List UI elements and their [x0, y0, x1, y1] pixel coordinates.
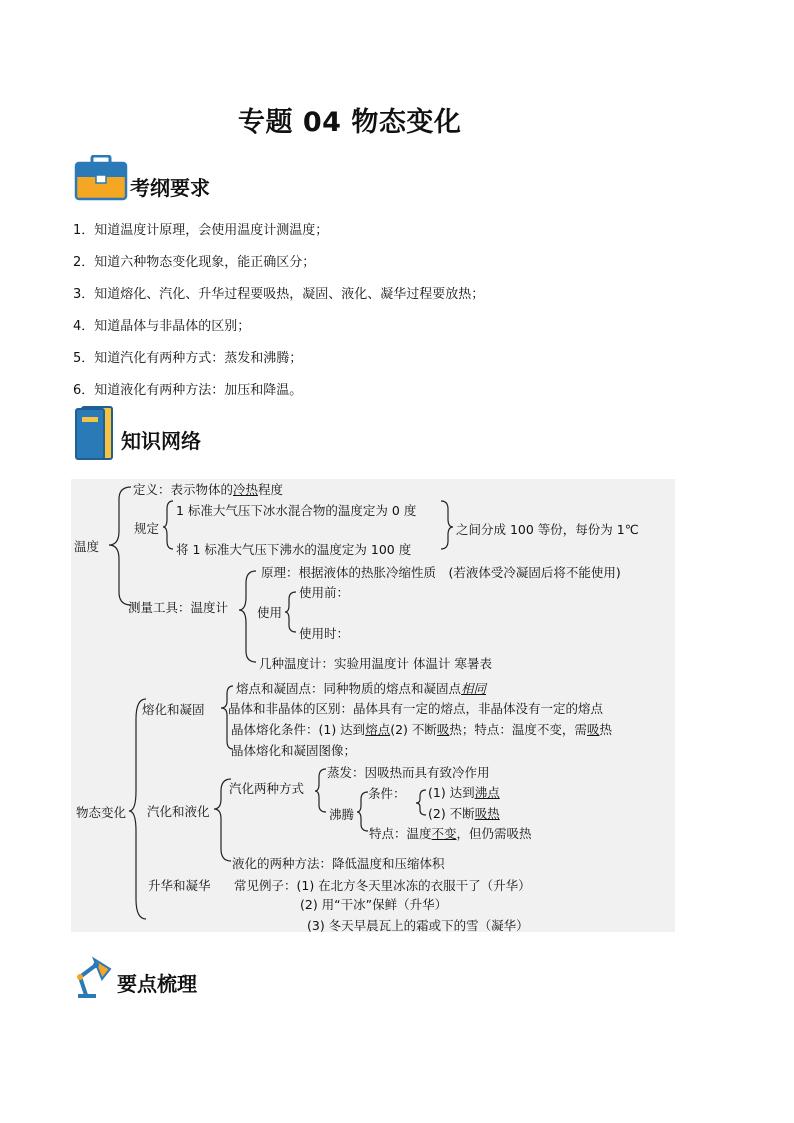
node-qihua-ways: 汽化两种方式: [229, 781, 305, 796]
melt-cond-keyword3: 吸: [586, 722, 600, 737]
node-guiding: 规定: [134, 521, 160, 536]
cond2-keyword: 吸热: [474, 806, 500, 821]
feature-keyword: 不变: [431, 826, 457, 841]
boiling-feature: [369, 824, 532, 842]
cond2-text: (2) 不断: [428, 806, 475, 821]
knowledge-map: [71, 479, 675, 932]
briefcase-icon: [74, 155, 128, 201]
cond1-text: (1) 达到: [428, 785, 475, 800]
requirement-item: 3．知道熔化、汽化、升华过程要吸热，凝固、液化、凝华过程要放热；: [73, 287, 485, 302]
example-1: 常见例子：(1) 在北方冬天里冰冻的衣服干了（升华）: [234, 878, 531, 893]
section-title-network: 知识网络: [121, 429, 201, 453]
melt-cond-text3: 热；特点：温度不变，需: [449, 722, 587, 737]
book-icon: [74, 405, 114, 461]
melt-cond-keyword2: 吸: [436, 722, 450, 737]
condition-2: [428, 804, 500, 822]
page-title: 专题 04 物态变化: [238, 107, 462, 138]
node-tool: 测量工具：温度计: [128, 600, 229, 615]
use-before: 使用前：: [299, 585, 350, 600]
node-shenghua: 升华和凝华: [148, 878, 211, 893]
def-keyword: 冷热: [233, 482, 259, 497]
desk-lamp-icon: [74, 953, 116, 999]
principle: 原理：根据液体的热胀冷缩性质 (若液体受冷凝固后将不能使用): [261, 565, 621, 580]
requirement-item: 1．知道温度计原理，会使用温度计测温度；: [73, 223, 329, 238]
example-2: (2) 用“干冰”保鲜（升华）: [300, 897, 448, 912]
crystal-melt-condition: [231, 720, 612, 738]
node-wutai: 物态变化: [76, 805, 127, 820]
section-title-outline: 考纲要求: [130, 176, 210, 200]
liquefaction-methods: 液化的两种方法：降低温度和压缩体积: [232, 856, 445, 871]
use-during: 使用时：: [299, 626, 350, 641]
melt-cond-text2: (2) 不断: [390, 722, 437, 737]
section-title-points: 要点梳理: [117, 972, 197, 996]
node-use: 使用: [257, 605, 283, 620]
feature-text: 特点：温度: [369, 826, 432, 841]
crystal-graph: 晶体熔化和凝固图像；: [231, 743, 357, 758]
condition-1: [428, 783, 500, 801]
node-definition: [133, 480, 283, 498]
def-text-end: 程度: [258, 482, 284, 497]
evaporation: 蒸发：因吸热而具有致冷作用: [327, 765, 490, 780]
boiling-condition: 条件：: [368, 786, 406, 801]
requirement-item: 5．知道汽化有两种方式：蒸发和沸腾；: [73, 351, 303, 366]
rule-note: 之间分成 100 等份，每份为 1℃: [456, 522, 639, 537]
node-ronghua: 熔化和凝固: [142, 702, 205, 717]
melt-point: [236, 679, 486, 697]
requirement-item: 2．知道六种物态变化现象，能正确区分；: [73, 255, 316, 270]
melt-cond-text4: 热: [599, 722, 612, 737]
melt-cond-text: 晶体熔化条件：(1) 达到: [231, 722, 366, 737]
melt-cond-keyword: 熔点: [365, 722, 391, 737]
node-boiling: 沸腾: [329, 807, 355, 822]
thermometer-kinds: 几种温度计：实验用温度计 体温计 寒暑表: [259, 656, 492, 671]
requirement-item: 4．知道晶体与非晶体的区别；: [73, 319, 251, 334]
feature-text-end: ，但仍需吸热: [456, 826, 532, 841]
node-wendu: 温度: [74, 539, 100, 554]
requirement-item: 6．知道液化有两种方法：加压和降温。: [73, 383, 303, 398]
cond1-keyword: 沸点: [474, 785, 500, 800]
example-3: (3) 冬天早晨瓦上的霜或下的雪（凝华）: [307, 918, 529, 933]
melt-point-text: 熔点和凝固点：同种物质的熔点和凝固点: [236, 681, 462, 696]
def-text: 定义：表示物体的: [133, 482, 234, 497]
rule-freezing: 1 标准大气压下冰水混合物的温度定为 0 度: [176, 503, 417, 518]
crystal-difference: 晶体和非晶体的区别：晶体具有一定的熔点，非晶体没有一定的熔点: [228, 701, 604, 716]
node-qihua: 汽化和液化: [147, 804, 210, 819]
rule-boiling: 将 1 标准大气压下沸水的温度定为 100 度: [176, 542, 412, 557]
melt-point-keyword: 相同: [461, 681, 487, 696]
